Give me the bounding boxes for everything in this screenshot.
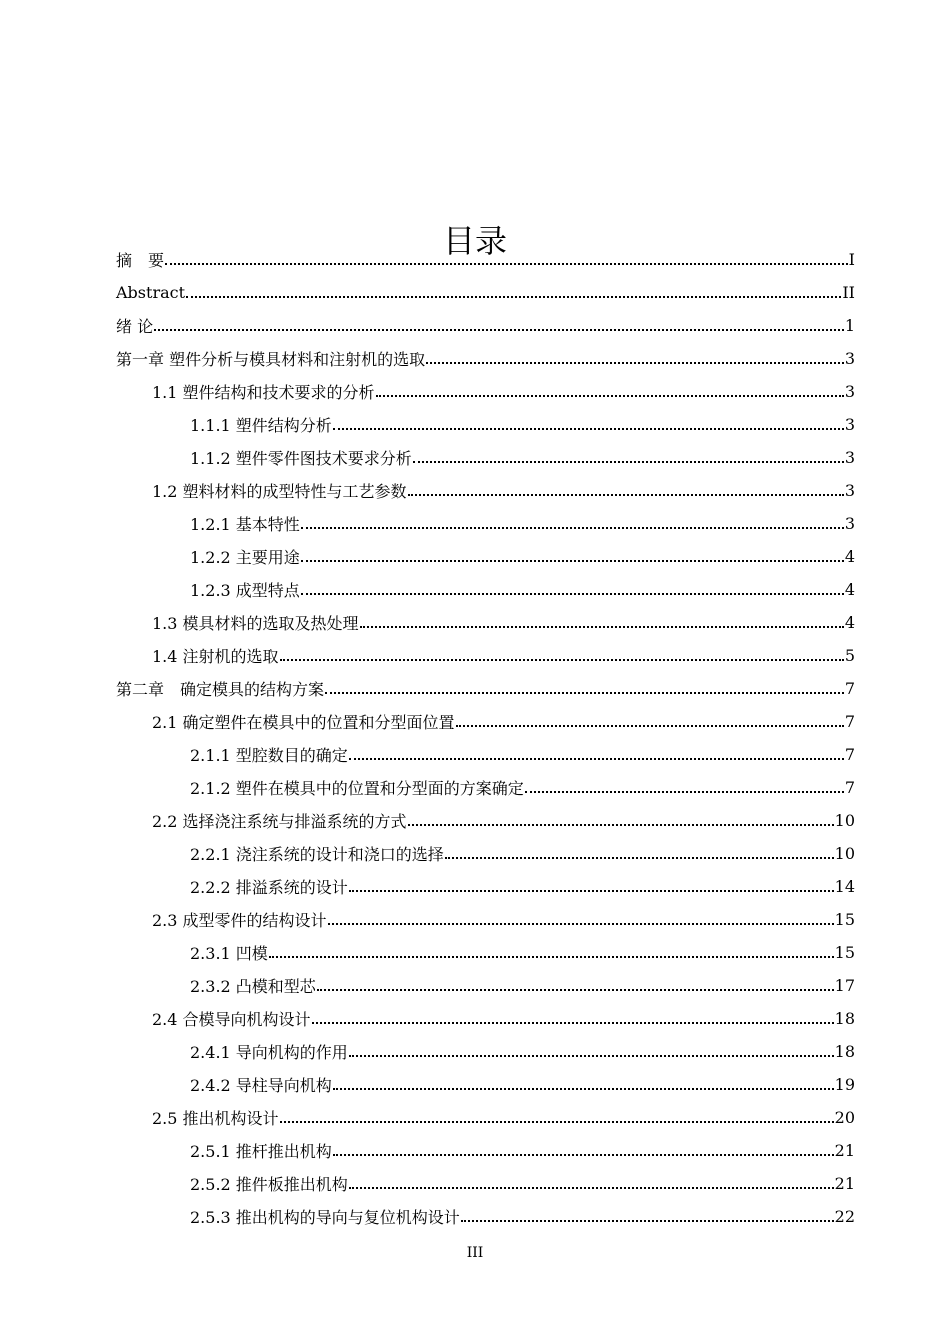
- toc-entry-page: 7: [844, 745, 855, 764]
- toc-dot-leader: [280, 1109, 834, 1127]
- toc-dot-leader: [376, 383, 844, 401]
- toc-entry[interactable]: [190, 1035, 855, 1068]
- toc-entry-page: 3: [844, 481, 855, 500]
- toc-entry[interactable]: [152, 1101, 855, 1134]
- toc-dot-leader: [408, 482, 844, 500]
- toc-dot-leader: [333, 1142, 834, 1160]
- toc-dot-leader: [154, 317, 844, 335]
- toc-entry[interactable]: [190, 1200, 855, 1233]
- toc-entry[interactable]: [152, 705, 855, 738]
- toc-dot-leader: [349, 878, 834, 896]
- toc-entry-page: 17: [834, 976, 855, 995]
- toc-dot-leader: [333, 416, 844, 434]
- toc-dot-leader: [301, 515, 844, 533]
- toc-entry[interactable]: [152, 606, 855, 639]
- toc-entry[interactable]: [152, 1002, 855, 1035]
- toc-dot-leader: [317, 977, 834, 995]
- toc-entry[interactable]: [190, 1134, 855, 1167]
- page-number-footer: III: [466, 1245, 484, 1261]
- toc-entry-page: 3: [844, 514, 855, 533]
- toc-entry-label: 2.4.1 导向机构的作用: [190, 1043, 348, 1062]
- toc-entry[interactable]: [152, 474, 855, 507]
- toc-entry[interactable]: [190, 771, 855, 804]
- toc-entry-label: 第二章 确定模具的结构方案: [116, 680, 325, 699]
- toc-entry-label: 1.2.3 成型特点: [190, 581, 300, 600]
- toc-entry-page: 10: [834, 811, 855, 830]
- toc-entry[interactable]: [116, 243, 855, 276]
- toc-entry-page: 15: [834, 910, 855, 929]
- toc-entry-page: 1: [844, 316, 855, 335]
- toc-entry-page: 7: [844, 679, 855, 698]
- toc-entry[interactable]: [116, 309, 855, 342]
- toc-entry[interactable]: [190, 408, 855, 441]
- toc-entry-page: 7: [844, 778, 855, 797]
- toc-entry[interactable]: [190, 936, 855, 969]
- toc-dot-leader: [349, 1043, 834, 1061]
- toc-entry-label: 2.2.2 排溢系统的设计: [190, 878, 348, 897]
- toc-entry[interactable]: [116, 342, 855, 375]
- toc-entry[interactable]: [190, 870, 855, 903]
- toc-entry-label: 1.1.1 塑件结构分析: [190, 416, 332, 435]
- toc-entry-label: 1.2.2 主要用途: [190, 548, 300, 567]
- toc-entry-page: 21: [834, 1174, 855, 1193]
- toc-entry[interactable]: [190, 738, 855, 771]
- toc-entry-label: 2.5 推出机构设计: [152, 1109, 279, 1128]
- toc-entry-page: 21: [834, 1141, 855, 1160]
- toc-dot-leader: [349, 1175, 834, 1193]
- toc-entry-label: 1.2.1 基本特性: [190, 515, 300, 534]
- toc-entry[interactable]: [190, 1167, 855, 1200]
- toc-entry[interactable]: [190, 507, 855, 540]
- toc-dot-leader: [525, 779, 844, 797]
- toc-entry-page: 3: [844, 448, 855, 467]
- toc-dot-leader: [445, 845, 834, 863]
- toc-dot-leader: [312, 1010, 834, 1028]
- toc-entry-label: 2.4 合模导向机构设计: [152, 1010, 311, 1029]
- toc-entry-label: 2.1.1 型腔数目的确定: [190, 746, 348, 765]
- toc-entry-label: 绪 论: [116, 317, 154, 336]
- toc-entry-page: 20: [834, 1108, 855, 1127]
- toc-entry-page: 15: [834, 943, 855, 962]
- toc-entry-page: 10: [834, 844, 855, 863]
- toc-dot-leader: [426, 350, 844, 368]
- toc-entry-label: 2.2.1 浇注系统的设计和浇口的选择: [190, 845, 444, 864]
- toc-entry-label: 1.1 塑件结构和技术要求的分析: [152, 383, 375, 402]
- page-title: 目录: [442, 222, 507, 261]
- toc-entry-page: I: [848, 250, 855, 269]
- toc-dot-leader: [328, 911, 834, 929]
- toc-entry[interactable]: [116, 276, 855, 309]
- toc-entry-page: 14: [834, 877, 855, 896]
- toc-entry-label: 2.5.2 推件板推出机构: [190, 1175, 348, 1194]
- toc-dot-leader: [301, 548, 844, 566]
- toc-dot-leader: [408, 812, 834, 830]
- toc-entry-page: 22: [834, 1207, 855, 1226]
- toc-dot-leader: [461, 1208, 834, 1226]
- toc-entry-label: 摘 要: [116, 251, 165, 270]
- toc-dot-leader: [456, 713, 844, 731]
- toc-entry-page: II: [842, 283, 855, 302]
- toc-entry-page: 4: [844, 547, 855, 566]
- toc-entry-label: 2.2 选择浇注系统与排溢系统的方式: [152, 812, 407, 831]
- toc-entry-page: 3: [844, 382, 855, 401]
- toc-dot-leader: [413, 449, 844, 467]
- toc-entry-label: 1.3 模具材料的选取及热处理: [152, 614, 359, 633]
- toc-entry[interactable]: [190, 969, 855, 1002]
- toc-entry-label: 1.4 注射机的选取: [152, 647, 279, 666]
- toc-entry[interactable]: [116, 672, 855, 705]
- toc-entry-label: 2.5.3 推出机构的导向与复位机构设计: [190, 1208, 460, 1227]
- toc-dot-leader: [360, 614, 844, 632]
- toc-dot-leader: [165, 251, 848, 269]
- toc-entry-page: 3: [844, 349, 855, 368]
- toc-entry-label: 1.2 塑料材料的成型特性与工艺参数: [152, 482, 407, 501]
- toc-entry-page: 18: [834, 1042, 855, 1061]
- toc-entry-label: 1.1.2 塑件零件图技术要求分析: [190, 449, 412, 468]
- toc-entry-label: 2.4.2 导柱导向机构: [190, 1076, 332, 1095]
- toc-entry[interactable]: [152, 639, 855, 672]
- toc-entry-page: 18: [834, 1009, 855, 1028]
- toc-entry[interactable]: [190, 441, 855, 474]
- toc-entry-label: Abstract: [116, 283, 186, 302]
- toc-dot-leader: [333, 1076, 834, 1094]
- toc-dot-leader: [301, 581, 844, 599]
- toc-entry-page: 3: [844, 415, 855, 434]
- toc-entry-page: 19: [834, 1075, 855, 1094]
- toc-entry[interactable]: [152, 375, 855, 408]
- toc-entry[interactable]: [152, 903, 855, 936]
- toc-entry[interactable]: [152, 804, 855, 837]
- toc-entry-label: 2.3 成型零件的结构设计: [152, 911, 327, 930]
- toc-entry-page: 7: [844, 712, 855, 731]
- toc-entry-label: 2.3.2 凸模和型芯: [190, 977, 316, 996]
- toc-dot-leader: [325, 680, 844, 698]
- toc-dot-leader: [269, 944, 834, 962]
- toc-entry-page: 4: [844, 580, 855, 599]
- toc-entry-page: 5: [844, 646, 855, 665]
- toc-dot-leader: [186, 284, 841, 302]
- toc-dot-leader: [349, 746, 844, 764]
- toc-entry[interactable]: [190, 573, 855, 606]
- toc-entry[interactable]: [190, 1068, 855, 1101]
- toc-entry-label: 第一章 塑件分析与模具材料和注射机的选取: [116, 350, 426, 369]
- toc-entry[interactable]: [190, 540, 855, 573]
- toc-entry[interactable]: [190, 837, 855, 870]
- toc-entry-label: 2.3.1 凹模: [190, 944, 268, 963]
- toc-dot-leader: [280, 647, 844, 665]
- toc-entry-label: 2.5.1 推杆推出机构: [190, 1142, 332, 1161]
- toc-entry-label: 2.1 确定塑件在模具中的位置和分型面位置: [152, 713, 455, 732]
- toc-entry-label: 2.1.2 塑件在模具中的位置和分型面的方案确定: [190, 779, 524, 798]
- toc-entry-page: 4: [844, 613, 855, 632]
